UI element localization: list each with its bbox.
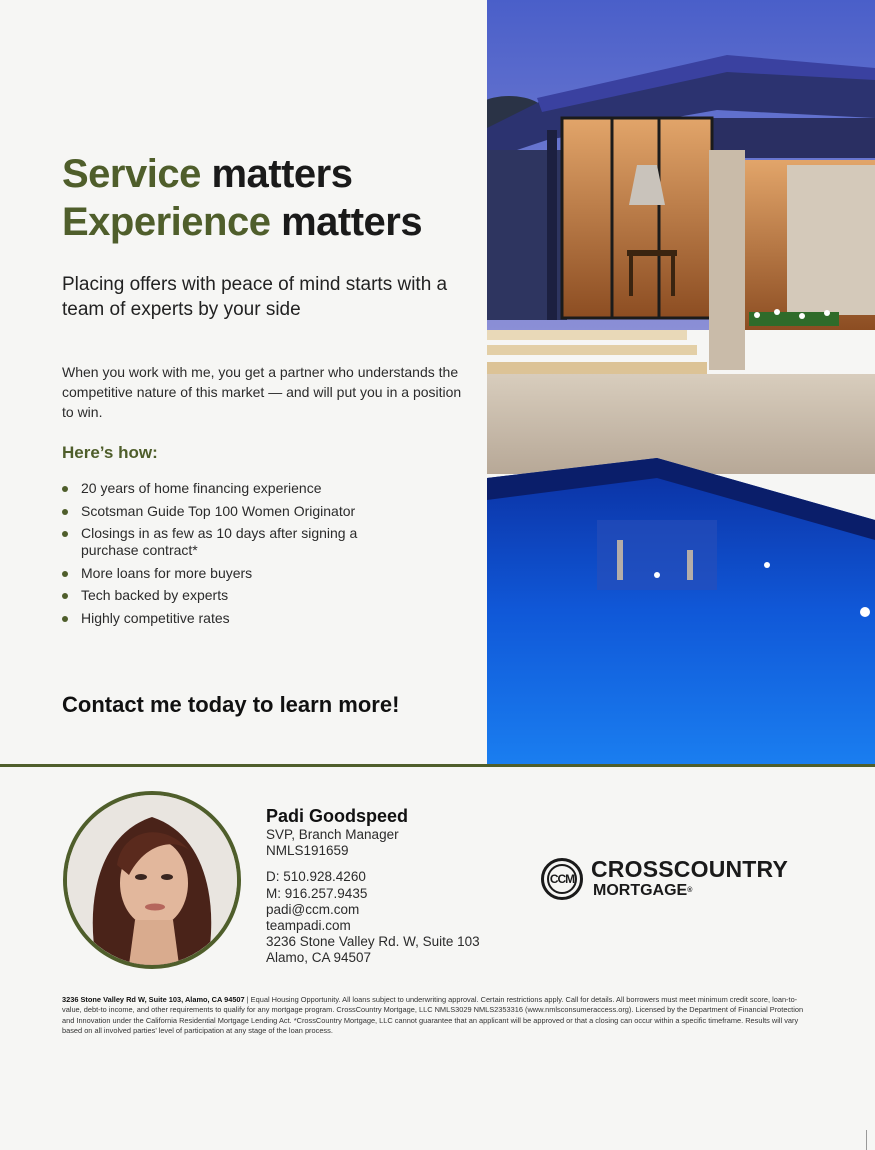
contact-name: Padi Goodspeed [266, 806, 409, 826]
list-item-text: Closings in as few as 10 days after signing a purchase contract* [81, 525, 358, 559]
headline-accent-2: Experience [62, 200, 271, 244]
list-item-text: Tech backed by experts [81, 587, 229, 604]
logo-word-mortgage [593, 882, 692, 900]
logo-word-crosscountry: CROSSCOUNTRY [591, 856, 789, 882]
contact-direct-phone[interactable]: D: 510.928.4260 [266, 869, 366, 885]
legal-disclaimer [62, 995, 807, 1036]
list-item [62, 565, 472, 582]
contact-address-line-2: Alamo, CA 94507 [266, 950, 372, 966]
subhead: Placing offers with peace of mind starts with a team of experts by your side [62, 274, 448, 320]
disclaimer-address: 3236 Stone Valley Rd W, Suite 103, Alamo, CA 94507 [62, 995, 245, 1004]
contact-address-line-1: 3236 Stone Valley Rd. W, Suite 103 [266, 934, 480, 950]
page-edge-mark [866, 1130, 867, 1150]
contact-mobile-phone[interactable]: M: 916.257.9435 [266, 885, 368, 901]
howto-heading: Here’s how: [62, 443, 158, 462]
contact-block [266, 805, 480, 967]
contact-title: SVP, Branch Manager [266, 827, 399, 842]
list-item-text: 20 years of home financing experience [81, 480, 322, 496]
headline-rest-1: matters [211, 152, 353, 196]
intro-paragraph: When you work with me, you get a partner who understands the competitive nature of this market — and will put you in a position to win. [62, 364, 462, 420]
bullet-dot-icon [62, 593, 68, 599]
ccm-monogram-icon [541, 858, 583, 900]
house-pool-photo [487, 0, 875, 765]
headline-accent-1: Service [62, 152, 201, 196]
contact-nmls: NMLS191659 [266, 843, 349, 859]
list-item [62, 480, 472, 497]
headline-line-1 [62, 150, 422, 198]
list-item-text: Highly competitive rates [81, 609, 230, 626]
bullet-dot-icon [62, 616, 68, 622]
list-item [62, 525, 402, 559]
list-item [62, 610, 472, 627]
list-item-text: More loans for more buyers [81, 564, 253, 581]
headline-line-2 [62, 198, 422, 246]
disclaimer-text: | Equal Housing Opportunity. All loans subject to underwriting approval. Certain restrictions apply. Call for details. All borrowers must meet minimum credit score, loan-to-value, debt-to income, and other requirements to qualify for any mortgage program. CrossCountry Mortgage, LLC NMLS3029 NMLS2353316 (www.nmlsconsumeraccess.org). Licensed by the Department of Financial Protection and Innovation under the California Residential Mortgage Lending Act. *CrossCountry Mortgage, LLC cannot guarantee that an applicant will be approved or that a closing can occur within a specific timeframe. Results will vary based on all involved parties’ level of participation at any stage of the loan process. [62, 995, 804, 1035]
list-item [62, 503, 472, 520]
bullet-dot-icon [62, 531, 68, 537]
hero-copy [0, 0, 487, 765]
contact-email[interactable]: padi@ccm.com [266, 901, 360, 917]
headline-rest-2: matters [281, 200, 423, 244]
bullet-dot-icon [62, 571, 68, 577]
logo-word-mortgage-text: MORTGAGE [593, 882, 688, 899]
call-to-action: Contact me today to learn more! [62, 692, 400, 717]
avatar [63, 791, 241, 969]
ccm-monogram-text: CCM [547, 864, 577, 894]
benefits-list [62, 480, 472, 633]
list-item-text: Scotsman Guide Top 100 Women Originator [81, 502, 356, 519]
portrait-photo [67, 795, 237, 965]
contact-website[interactable]: teampadi.com [266, 918, 351, 934]
bullet-dot-icon [62, 509, 68, 515]
list-item [62, 587, 472, 604]
bullet-dot-icon [62, 486, 68, 492]
registered-mark: ® [687, 887, 693, 894]
headline [62, 150, 422, 246]
crosscountry-mortgage-logo [541, 856, 806, 904]
section-divider [0, 764, 875, 767]
